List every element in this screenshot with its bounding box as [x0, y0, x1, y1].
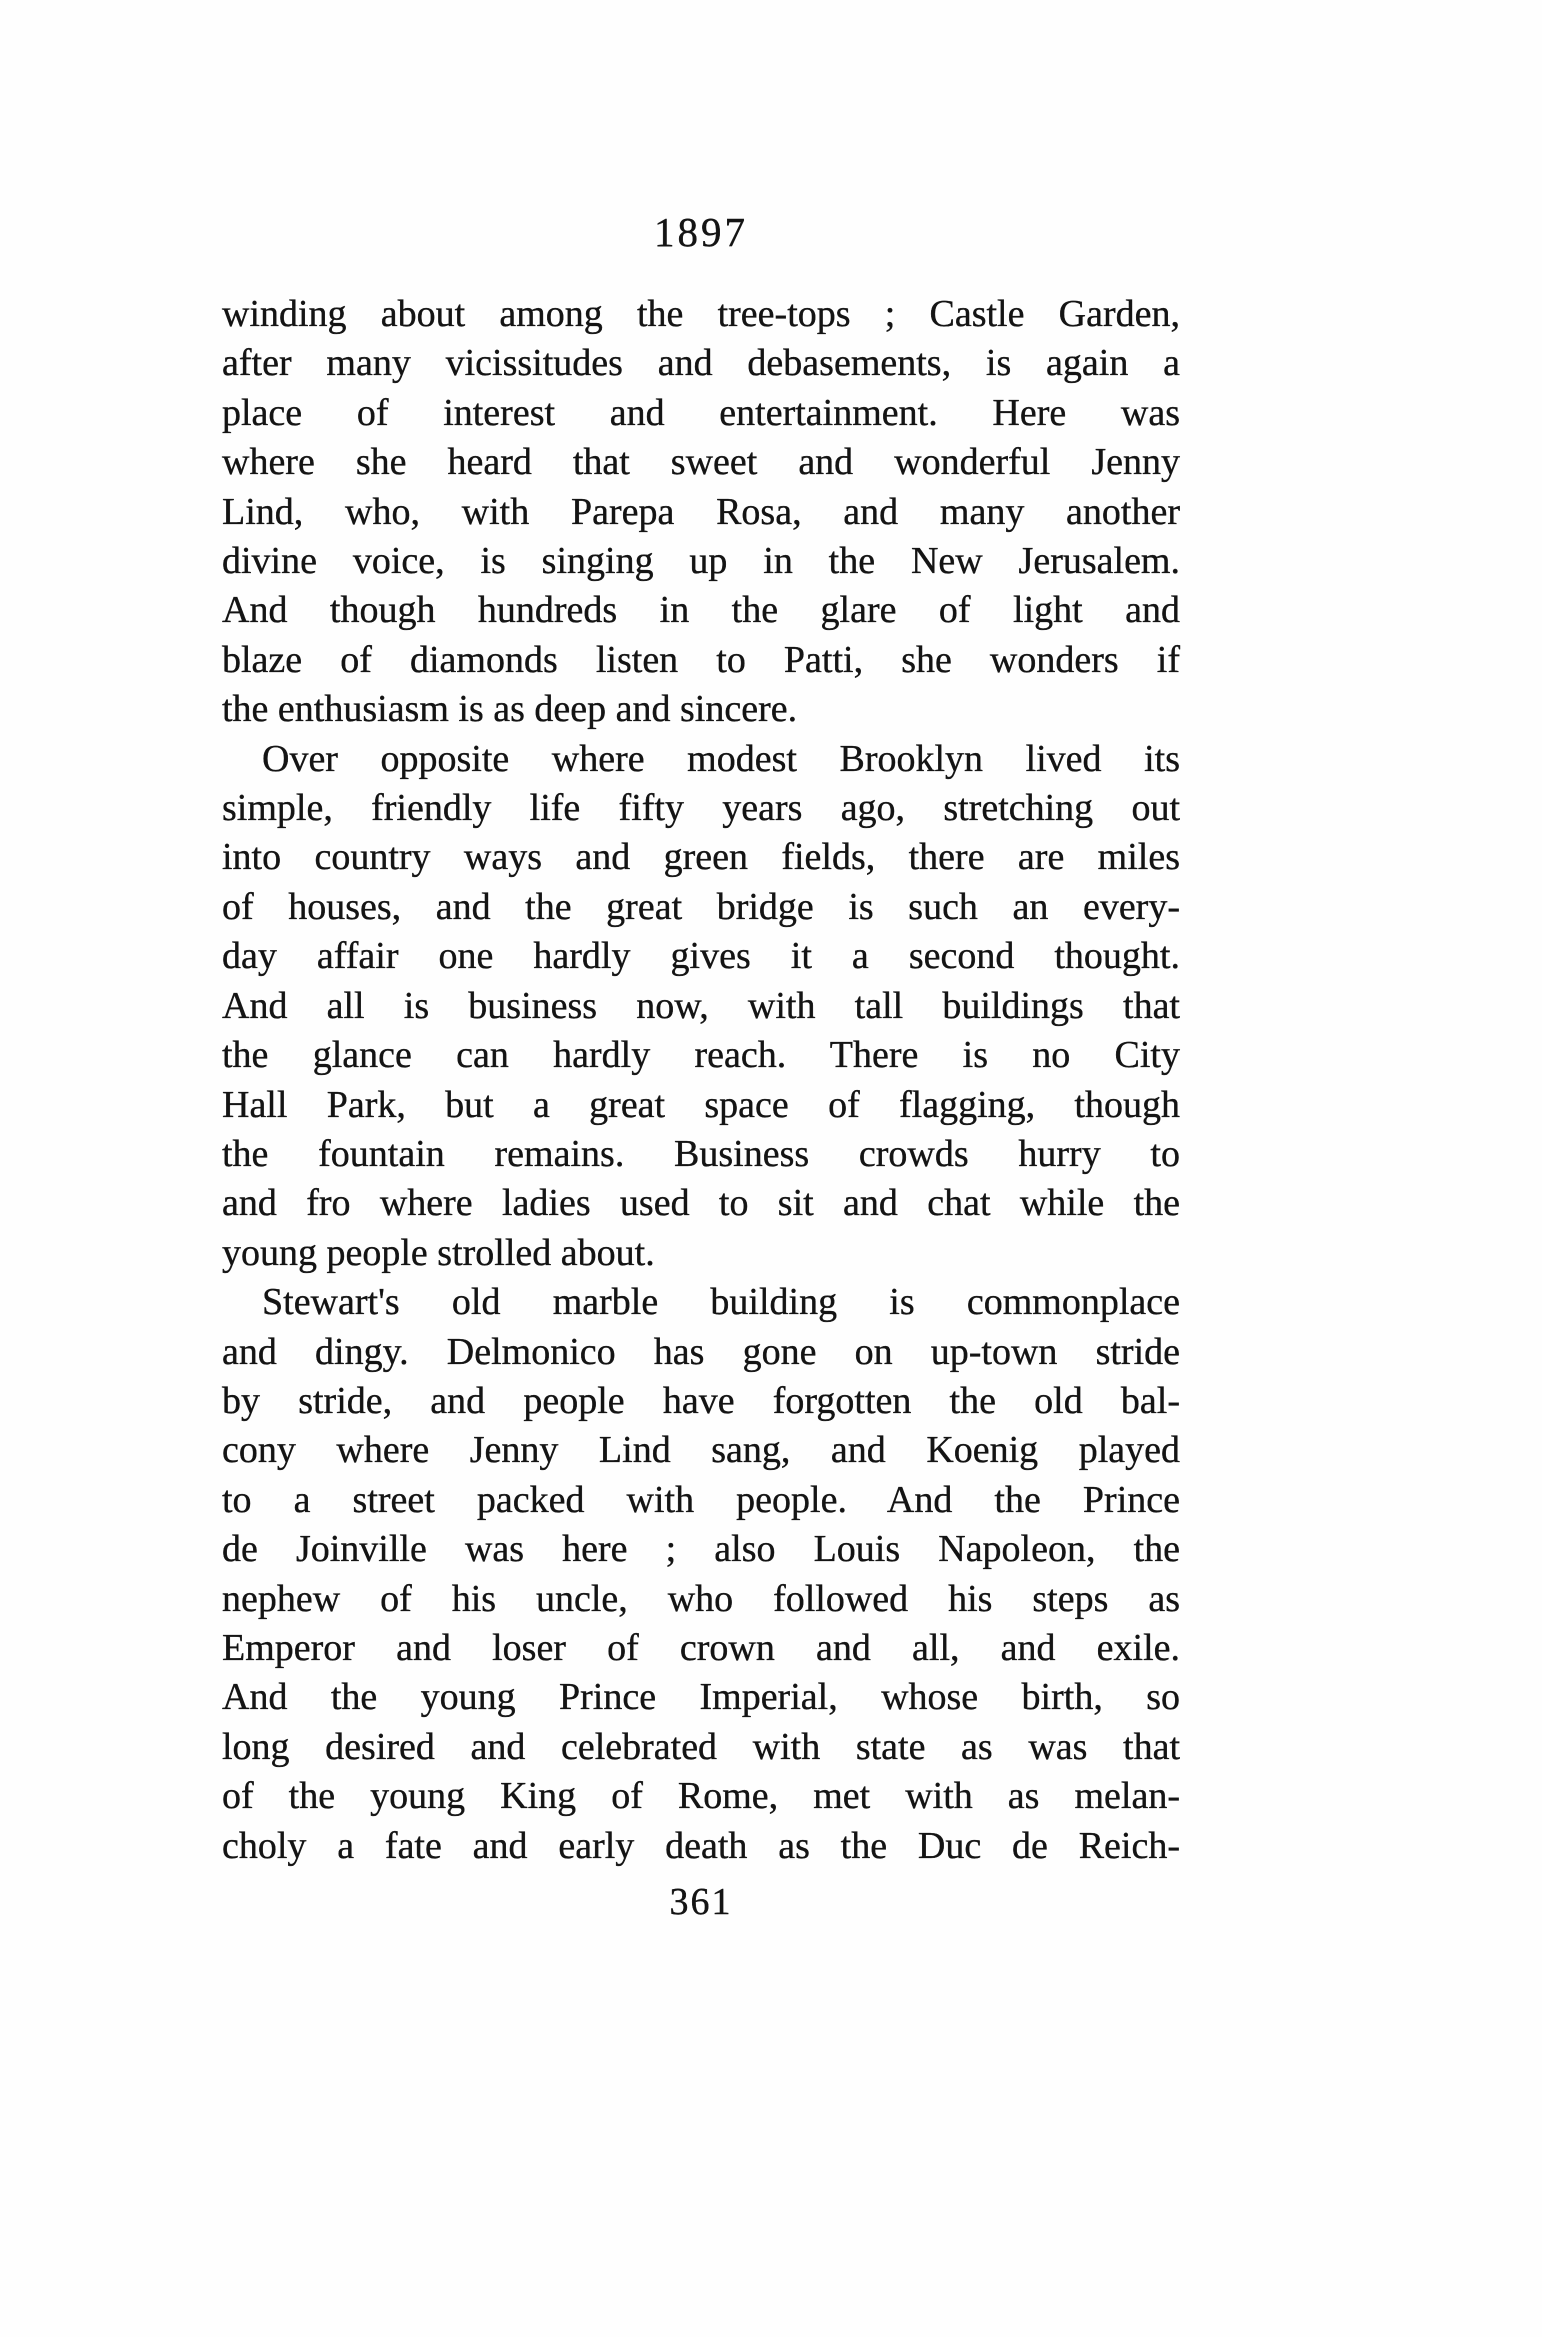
text-line: nephew of his uncle, who followed his steps as: [222, 1577, 1180, 1620]
text-line: cony where Jenny Lind sang, and Koenig played: [222, 1429, 1180, 1472]
text-line: And though hundreds in the glare of light and: [222, 589, 1180, 632]
text-line: of the young King of Rome, met with as melan-: [222, 1775, 1180, 1818]
text-line: Hall Park, but a great space of flagging, though: [222, 1083, 1180, 1126]
text-line: and fro where ladies used to sit and chat while the: [222, 1182, 1180, 1225]
text-line: blaze of diamonds listen to Patti, she wonders if: [222, 638, 1180, 681]
text-line: day affair one hardly gives it a second thought.: [222, 935, 1180, 978]
text-line: place of interest and entertainment. Here was: [222, 391, 1180, 434]
text-line: Emperor and loser of crown and all, and exile.: [222, 1626, 1180, 1669]
text-line: by stride, and people have forgotten the old bal-: [222, 1379, 1180, 1422]
text-line: and dingy. Delmonico has gone on up-town stride: [222, 1330, 1180, 1373]
page-number: 361: [669, 1881, 733, 1923]
text-line: where she heard that sweet and wonderful Jenny: [222, 441, 1180, 484]
text-line: simple, friendly life fifty years ago, stretching out: [222, 787, 1180, 830]
text-line: the glance can hardly reach. There is no City: [222, 1034, 1180, 1077]
text-line: And the young Prince Imperial, whose birth, so: [222, 1676, 1180, 1719]
body-text: [222, 290, 1180, 1871]
running-head-year: 1897: [654, 209, 748, 255]
text-line: de Joinville was here ; also Louis Napoleon, the: [222, 1528, 1180, 1571]
text-line: the fountain remains. Business crowds hurry to: [222, 1132, 1180, 1175]
text-line: young people strolled about.: [222, 1231, 655, 1274]
text-line: to a street packed with people. And the Prince: [222, 1478, 1180, 1521]
text-line: choly a fate and early death as the Duc de Reich-: [222, 1824, 1180, 1867]
text-line: winding about among the tree-tops ; Castle Garden,: [222, 293, 1180, 335]
text-line: And all is business now, with tall buildings that: [222, 984, 1180, 1027]
text-line: Over opposite where modest Brooklyn lived its: [262, 737, 1180, 780]
text-line: the enthusiasm is as deep and sincere.: [222, 688, 798, 731]
text-line: into country ways and green fields, there are miles: [222, 836, 1180, 879]
text-line: Lind, who, with Parepa Rosa, and many another: [222, 490, 1180, 533]
text-line: of houses, and the great bridge is such an every-: [222, 885, 1180, 928]
text-line: long desired and celebrated with state as was that: [222, 1725, 1180, 1768]
text-line: Stewart's old marble building is commonplace: [262, 1281, 1180, 1324]
text-line: divine voice, is singing up in the New Jerusalem.: [222, 540, 1180, 583]
text-line: after many vicissitudes and debasements, is again a: [222, 342, 1180, 385]
